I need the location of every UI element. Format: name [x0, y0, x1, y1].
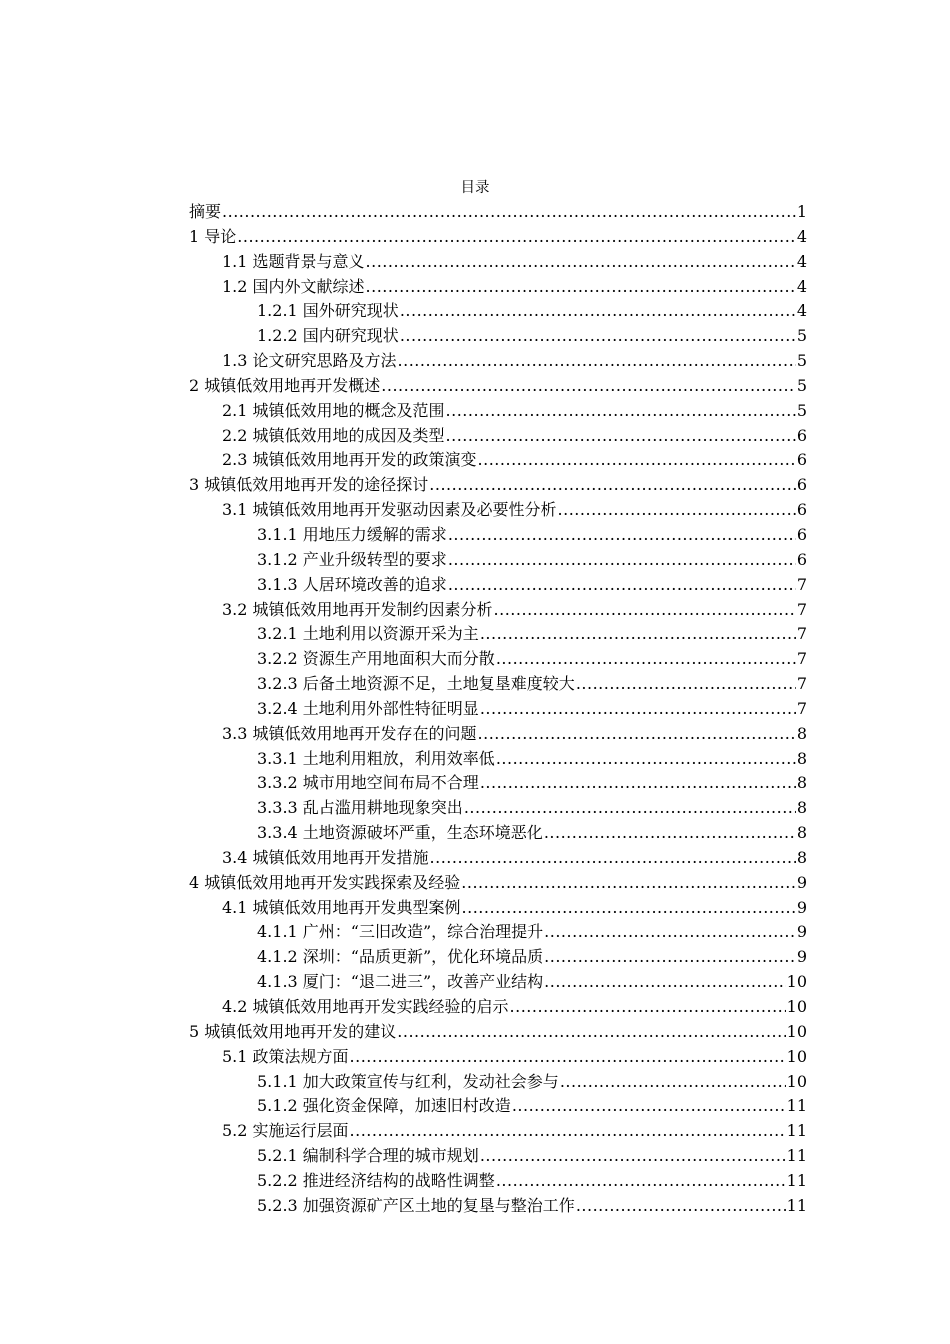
- toc-entry-label: 5.1.1 加大政策宣传与红利，发动社会参与: [257, 1071, 559, 1091]
- toc-entry: [189, 697, 807, 722]
- toc-entry-label: 3 城镇低效用地再开发的途径探讨: [189, 475, 429, 495]
- toc-entry-label: 2.3 城镇低效用地再开发的政策演变: [222, 450, 477, 470]
- toc-entry: [189, 771, 807, 796]
- toc-entry-page-number: 7: [796, 574, 807, 594]
- toc-entry-label: 4.1 城镇低效用地再开发典型案例: [222, 897, 461, 917]
- toc-entry-label: 4.1.2 深圳：“品质更新”，优化环境品质: [257, 947, 544, 967]
- toc-entry: [189, 796, 807, 821]
- toc-dot-leader: [446, 424, 796, 449]
- toc-title: 目录: [460, 180, 490, 196]
- toc-entry-label: 5 城镇低效用地再开发的建议: [189, 1021, 397, 1041]
- toc-entry-label: 3.2.1 土地利用以资源开采为主: [257, 624, 479, 644]
- toc-entry-page-number: 6: [796, 524, 807, 544]
- toc-entry: [189, 424, 807, 449]
- toc-entry: [189, 349, 807, 374]
- toc-entry: [189, 871, 807, 896]
- toc-entry-page-number: 6: [796, 549, 807, 569]
- toc-entry-page-number: 8: [796, 773, 807, 793]
- toc-entry-page-number: 5: [796, 351, 807, 371]
- toc-entry-page-number: 8: [796, 748, 807, 768]
- toc-dot-leader: [496, 1169, 786, 1194]
- toc-dot-leader: [429, 473, 796, 498]
- toc-dot-leader: [480, 771, 796, 796]
- toc-entry-page-number: 6: [796, 425, 807, 445]
- toc-entry-label: 5.2.3 加强资源矿产区土地的复垦与整治工作: [257, 1195, 575, 1215]
- toc-dot-leader: [222, 200, 796, 225]
- toc-entry-label: 5.1.2 强化资金保障，加速旧村改造: [257, 1096, 511, 1116]
- toc-dot-leader: [446, 399, 796, 424]
- toc-entry-label: 3.2.3 后备土地资源不足，土地复垦难度较大: [257, 674, 575, 694]
- toc-entry-page-number: 7: [796, 674, 807, 694]
- toc-dot-leader: [576, 1194, 786, 1219]
- toc-entry: [189, 573, 807, 598]
- toc-dot-leader: [510, 995, 786, 1020]
- toc-entry: [189, 970, 807, 995]
- toc-entry-page-number: 11: [786, 1096, 807, 1116]
- table-of-contents: [189, 200, 807, 1219]
- toc-dot-leader: [366, 275, 796, 300]
- toc-entry-page-number: 10: [786, 1046, 807, 1066]
- toc-entry: [189, 672, 807, 697]
- toc-entry: [189, 399, 807, 424]
- toc-entry: [189, 374, 807, 399]
- toc-dot-leader: [576, 672, 796, 697]
- toc-entry-label: 2 城镇低效用地再开发概述: [189, 375, 381, 395]
- toc-entry-page-number: 11: [786, 1195, 807, 1215]
- toc-entry: [189, 995, 807, 1020]
- toc-dot-leader: [560, 1070, 786, 1095]
- toc-entry-label: 4.1.3 厦门：“退二进三”，改善产业结构: [257, 972, 544, 992]
- toc-entry-label: 3.1.1 用地压力缓解的需求: [257, 524, 447, 544]
- toc-entry-page-number: 4: [796, 226, 807, 246]
- toc-entry-page-number: 5: [796, 375, 807, 395]
- toc-entry-label: 1.1 选题背景与意义: [222, 251, 365, 271]
- toc-entry-label: 5.2.2 推进经济结构的战略性调整: [257, 1170, 495, 1190]
- toc-entry: [189, 250, 807, 275]
- toc-entry-page-number: 1: [796, 202, 807, 221]
- toc-dot-leader: [397, 1020, 785, 1045]
- toc-entry-page-number: 4: [796, 301, 807, 321]
- toc-dot-leader: [400, 299, 796, 324]
- toc-entry: [189, 1119, 807, 1144]
- toc-entry-label: 1.3 论文研究思路及方法: [222, 351, 397, 371]
- toc-entry-page-number: 11: [786, 1121, 807, 1141]
- toc-dot-leader: [448, 548, 796, 573]
- toc-dot-leader: [558, 498, 796, 523]
- toc-entry-label: 3.2 城镇低效用地再开发制约因素分析: [222, 599, 493, 619]
- toc-entry: [189, 647, 807, 672]
- toc-entry: [189, 945, 807, 970]
- toc-dot-leader: [448, 523, 796, 548]
- toc-dot-leader: [478, 448, 796, 473]
- toc-entry: [189, 225, 807, 250]
- toc-entry: [189, 275, 807, 300]
- toc-entry-label: 2.1 城镇低效用地的概念及范围: [222, 400, 445, 420]
- toc-entry-page-number: 7: [796, 624, 807, 644]
- toc-entry: [189, 1020, 807, 1045]
- toc-entry-label: 2.2 城镇低效用地的成因及类型: [222, 425, 445, 445]
- toc-dot-leader: [448, 573, 796, 598]
- toc-entry-label: 摘要: [189, 202, 222, 221]
- toc-dot-leader: [350, 1119, 786, 1144]
- toc-entry-page-number: 8: [796, 823, 807, 843]
- toc-entry-page-number: 4: [796, 251, 807, 271]
- toc-dot-leader: [496, 647, 796, 672]
- toc-entry-label: 3.3.4 土地资源破坏严重，生态环境恶化: [257, 823, 543, 843]
- toc-entry-label: 3.1.3 人居环境改善的追求: [257, 574, 447, 594]
- toc-entry: [189, 324, 807, 349]
- toc-entry: [189, 622, 807, 647]
- toc-dot-leader: [544, 920, 796, 945]
- toc-dot-leader: [544, 970, 785, 995]
- toc-entry-page-number: 6: [796, 500, 807, 520]
- toc-entry-page-number: 7: [796, 599, 807, 619]
- toc-entry: [189, 1194, 807, 1219]
- toc-dot-leader: [480, 697, 796, 722]
- toc-entry-label: 4 城镇低效用地再开发实践探索及经验: [189, 872, 461, 892]
- toc-entry-page-number: 7: [796, 649, 807, 669]
- toc-entry-label: 3.3.3 乱占滥用耕地现象突出: [257, 798, 463, 818]
- toc-entry-label: 5.1 政策法规方面: [222, 1046, 349, 1066]
- toc-dot-leader: [398, 349, 796, 374]
- toc-entry-page-number: 4: [796, 276, 807, 296]
- toc-entry: [189, 1144, 807, 1169]
- toc-entry-label: 1.2 国内外文献综述: [222, 276, 365, 296]
- toc-entry-page-number: 9: [796, 922, 807, 942]
- toc-entry-page-number: 9: [796, 947, 807, 967]
- toc-entry-label: 3.1.2 产业升级转型的要求: [257, 549, 447, 569]
- toc-dot-leader: [478, 722, 796, 747]
- toc-dot-leader: [544, 821, 796, 846]
- toc-entry-label: 4.1.1 广州：“三旧改造”，综合治理提升: [257, 922, 544, 942]
- toc-dot-leader: [350, 1045, 786, 1070]
- toc-entry: [189, 846, 807, 871]
- toc-dot-leader: [480, 1144, 786, 1169]
- toc-entry-label: 3.3.1 土地利用粗放，利用效率低: [257, 748, 495, 768]
- toc-entry-label: 3.1 城镇低效用地再开发驱动因素及必要性分析: [222, 500, 557, 520]
- toc-entry: [189, 498, 807, 523]
- toc-entry: [189, 722, 807, 747]
- toc-entry-page-number: 10: [786, 972, 807, 992]
- toc-entry: [189, 548, 807, 573]
- toc-dot-leader: [400, 324, 796, 349]
- toc-entry: [189, 473, 807, 498]
- toc-dot-leader: [366, 250, 796, 275]
- toc-entry: [189, 200, 807, 225]
- toc-entry-page-number: 8: [796, 847, 807, 867]
- toc-entry-label: 3.4 城镇低效用地再开发措施: [222, 847, 429, 867]
- toc-entry-page-number: 5: [796, 326, 807, 346]
- toc-entry-label: 3.2.2 资源生产用地面积大而分散: [257, 649, 495, 669]
- toc-entry-page-number: 11: [786, 1146, 807, 1166]
- toc-dot-leader: [462, 896, 796, 921]
- toc-dot-leader: [496, 747, 796, 772]
- toc-entry-page-number: 11: [786, 1170, 807, 1190]
- toc-entry-page-number: 7: [796, 698, 807, 718]
- toc-entry-page-number: 8: [796, 723, 807, 743]
- toc-dot-leader: [512, 1094, 786, 1119]
- toc-entry: [189, 598, 807, 623]
- toc-dot-leader: [480, 622, 796, 647]
- toc-entry: [189, 896, 807, 921]
- toc-entry-label: 1.2.1 国外研究现状: [257, 301, 399, 321]
- toc-entry-page-number: 9: [796, 897, 807, 917]
- toc-dot-leader: [544, 945, 796, 970]
- toc-dot-leader: [381, 374, 796, 399]
- toc-entry-label: 3.3 城镇低效用地再开发存在的问题: [222, 723, 477, 743]
- toc-entry: [189, 1070, 807, 1095]
- toc-entry-page-number: 5: [796, 400, 807, 420]
- toc-dot-leader: [494, 598, 796, 623]
- toc-dot-leader: [461, 871, 796, 896]
- toc-dot-leader: [430, 846, 796, 871]
- toc-entry: [189, 299, 807, 324]
- toc-entry-page-number: 10: [786, 1071, 807, 1091]
- toc-entry-page-number: 6: [796, 450, 807, 470]
- toc-entry-page-number: 6: [796, 475, 807, 495]
- toc-entry-page-number: 10: [786, 997, 807, 1016]
- toc-dot-leader: [464, 796, 796, 821]
- toc-entry: [189, 448, 807, 473]
- toc-dot-leader: [237, 225, 796, 250]
- toc-entry-label: 5.2 实施运行层面: [222, 1121, 349, 1141]
- toc-entry-page-number: 8: [796, 798, 807, 818]
- toc-entry-label: 3.3.2 城市用地空间布局不合理: [257, 773, 479, 793]
- toc-entry: [189, 920, 807, 945]
- toc-entry: [189, 523, 807, 548]
- toc-entry: [189, 747, 807, 772]
- toc-entry-label: 4.2 城镇低效用地再开发实践经验的启示: [222, 997, 509, 1016]
- toc-entry: [189, 1094, 807, 1119]
- toc-entry-label: 5.2.1 编制科学合理的城市规划: [257, 1146, 479, 1166]
- toc-entry-page-number: 9: [796, 872, 807, 892]
- toc-entry-page-number: 10: [786, 1021, 807, 1041]
- toc-entry: [189, 1169, 807, 1194]
- toc-entry-label: 3.2.4 土地利用外部性特征明显: [257, 698, 479, 718]
- toc-entry-label: 1 导论: [189, 226, 237, 246]
- toc-entry-label: 1.2.2 国内研究现状: [257, 326, 399, 346]
- toc-entry: [189, 821, 807, 846]
- toc-entry: [189, 1045, 807, 1070]
